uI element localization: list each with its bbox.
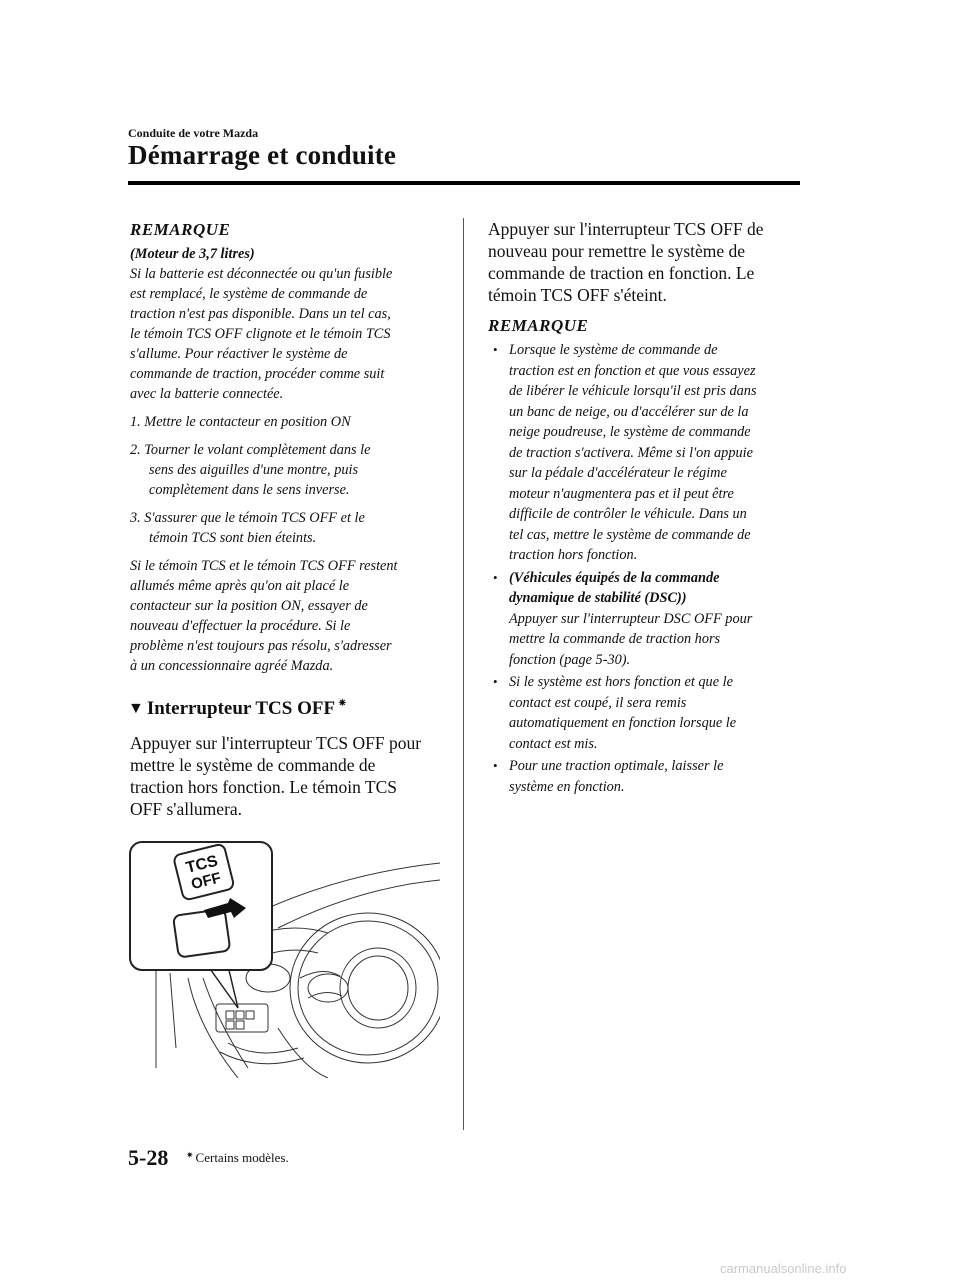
- subheading-text: Interrupteur TCS OFF: [146, 698, 336, 719]
- bullet-icon: •: [493, 758, 498, 773]
- remark-text: [130, 264, 448, 404]
- watermark: carmanualsonline.info: [720, 1261, 847, 1276]
- note-line: automatiquement en fonction lorsque le: [509, 715, 737, 731]
- section-label: Conduite de votre Mazda: [128, 126, 259, 140]
- text-line: s'allume. Pour réactiver le système de: [130, 346, 348, 362]
- note-item: [488, 340, 808, 566]
- note-line: traction hors fonction.: [509, 547, 638, 563]
- note-line: contact est mis.: [509, 735, 598, 752]
- remark-condition: (Moteur de 3,7 litres): [130, 246, 255, 262]
- text-line: à un concessionnaire agréé Mazda.: [130, 658, 334, 674]
- right-column: [488, 218, 808, 799]
- footnote-text: Certains modèles.: [195, 1150, 289, 1165]
- switch-label-line2: OFF: [189, 869, 223, 894]
- text-line: nouveau d'effectuer la procédure. Si le: [130, 618, 351, 634]
- note-item: [488, 756, 808, 797]
- footnote: [186, 1150, 289, 1166]
- note-line: de libérer le véhicule lorsqu'il est pris dans: [509, 383, 757, 399]
- note-line: traction est en fonction et que vous essayez: [509, 362, 756, 379]
- note-item: [488, 672, 808, 754]
- text-line: sens des aiguilles d'une montre, puis: [149, 462, 359, 478]
- note-line: système en fonction.: [509, 778, 625, 795]
- asterisk-icon: ✷: [186, 1150, 194, 1160]
- header-rule: [128, 181, 800, 185]
- text-line: Appuyer sur l'interrupteur TCS OFF de: [488, 219, 764, 239]
- text-line: 1. Mettre le contacteur en position ON: [130, 414, 351, 430]
- note-line: Appuyer sur l'interrupteur DSC OFF pour: [509, 610, 753, 627]
- switch-label-line1: TCS: [184, 852, 220, 877]
- text-line: Si le témoin TCS et le témoin TCS OFF restent: [130, 558, 398, 574]
- section-title: Démarrage et conduite: [128, 140, 397, 170]
- text-line: nouveau pour remettre le système de: [488, 241, 746, 261]
- text-line: 2. Tourner le volant complètement dans le: [130, 442, 371, 458]
- page-number: 5-28: [128, 1145, 169, 1170]
- note-line: Pour une traction optimale, laisser le: [509, 758, 724, 774]
- column-divider: [463, 218, 464, 1130]
- subheading-body: [130, 732, 448, 820]
- text-line: commande de traction en fonction. Le: [488, 263, 755, 283]
- bullet-icon: •: [493, 342, 498, 357]
- left-column: [130, 220, 448, 820]
- note-line: fonction (page 5-30).: [509, 651, 631, 668]
- note-line: de traction s'activera. Même si l'on appuie: [509, 444, 753, 461]
- note-line: Si le système est hors fonction et que le: [509, 674, 733, 690]
- note-line: neige poudreuse, le système de commande: [509, 424, 751, 440]
- note-line: moteur n'augmentera pas et il peut être: [509, 485, 734, 502]
- remark-heading: REMARQUE: [488, 316, 589, 335]
- text-line: témoin TCS OFF s'éteint.: [488, 285, 667, 305]
- text-line: est remplacé, le système de commande de: [130, 286, 368, 302]
- note-heading-line: (Véhicules équipés de la commande: [509, 569, 720, 586]
- bullet-icon: •: [493, 569, 498, 585]
- text-line: problème n'est toujours pas résolu, s'adresser: [130, 638, 392, 654]
- note-line: Lorsque le système de commande de: [509, 342, 718, 358]
- note-line: sur la pédale d'accélérateur le régime: [509, 465, 727, 481]
- intro-text: [488, 218, 808, 306]
- notes-list: [488, 340, 808, 797]
- asterisk-icon: ✷: [338, 698, 347, 709]
- text-line: complètement dans le sens inverse.: [149, 482, 350, 498]
- text-line: traction hors fonction. Le témoin TCS: [130, 777, 397, 797]
- text-line: OFF s'allumera.: [130, 799, 243, 819]
- tcs-switch-illustration: [128, 838, 440, 1078]
- text-line: Si la batterie est déconnectée ou qu'un fusible: [130, 266, 393, 282]
- note-line: mettre la commande de traction hors: [509, 631, 721, 647]
- triangle-marker-icon: ▼: [128, 700, 144, 717]
- subheading: [128, 698, 448, 720]
- steps-list: [130, 412, 448, 548]
- text-line: le témoin TCS OFF clignote et le témoin TCS: [130, 326, 391, 342]
- text-line: commande de traction, procéder comme suit: [130, 366, 385, 382]
- note-line: difficile de contrôler le véhicule. Dans un: [509, 506, 747, 522]
- text-line: avec la batterie connectée.: [130, 386, 284, 402]
- step-item: [130, 412, 448, 432]
- note-line: contact est coupé, il sera remis: [509, 694, 687, 711]
- note-line: tel cas, mettre le système de commande de: [509, 526, 751, 543]
- step-item: [130, 508, 448, 548]
- text-line: 3. S'assurer que le témoin TCS OFF et le: [130, 510, 365, 526]
- text-line: contacteur sur la position ON, essayer de: [130, 598, 368, 614]
- remark-heading: REMARQUE: [130, 220, 231, 239]
- bullet-icon: •: [493, 674, 498, 689]
- note-item: [488, 568, 808, 671]
- text-line: allumés même après qu'on ait placé le: [130, 578, 350, 594]
- text-line: mettre le système de commande de: [130, 755, 376, 775]
- step-item: [130, 440, 448, 500]
- note-heading-line: dynamique de stabilité (DSC)): [509, 590, 687, 606]
- text-line: traction n'est pas disponible. Dans un tel cas,: [130, 306, 391, 322]
- note-line: un banc de neige, ou d'accélérer sur de la: [509, 403, 749, 420]
- text-line: Appuyer sur l'interrupteur TCS OFF pour: [130, 733, 422, 753]
- after-steps-text: [130, 556, 448, 676]
- text-line: témoin TCS sont bien éteints.: [149, 530, 317, 546]
